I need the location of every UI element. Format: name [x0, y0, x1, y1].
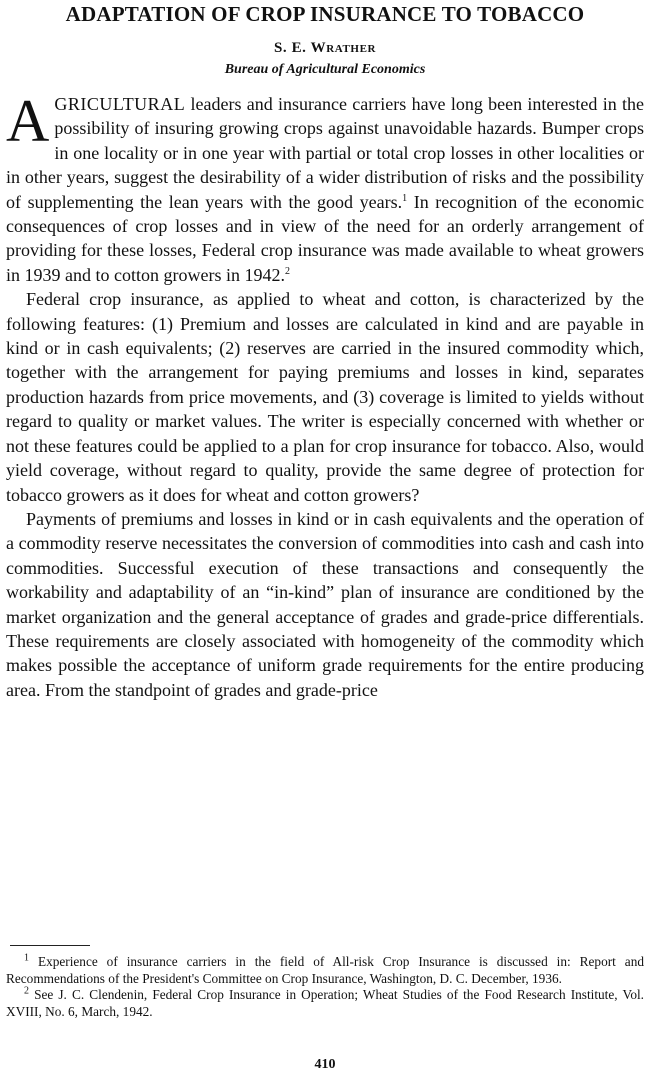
page-number: 410 [314, 1057, 336, 1072]
footnote-1 [6, 954, 644, 987]
article-body [6, 88, 644, 702]
author-name: S. E. Wrather [273, 40, 377, 56]
footnote-text-1: Experience of insurance carriers in the field of All-risk Crop Insurance is discussed in: Report and Recommendations of the President's Committee on Crop Insurance, Washington, D. C. December, 1936. [6, 954, 644, 986]
article-title: ADAPTATION OF CROP INSURANCE TO TOBACCO [65, 2, 585, 26]
footnote-text-2: See J. C. Clendenin, Federal Crop Insurance in Operation; Wheat Studies of the Food Research Institute, Vol. XVIII, No. 6, March, 1942. [6, 987, 644, 1019]
paragraph-1 [6, 88, 644, 287]
paragraph-3: Payments of premiums and losses in kind or in cash equivalents and the operation of a commodity reserve necessitates the conversion of commodities into cash and cash into commodities. Successful execution of these transactions and consequently the workability and adaptability of an “in-kind” plan of insurance are conditioned by the market organization and the general acceptance of grades and grade-price differentials. These requirements are closely associated with homogeneity of the commodity which makes possible the acceptance of uniform grade requirements for the entire producing area. From the standpoint of grades and grade-price [6, 508, 644, 700]
footnote-divider [10, 945, 90, 946]
paragraph-2: Federal crop insurance, as applied to wheat and cotton, is characterized by the following features: (1) Premium and losses are calculated in kind and are payable in kind or in cash equivalents; (2) reserves are carried in the insured commodity which, together with the arrangement for paying premiums and losses in kind, separates production hazards from price movements, and (3) coverage is limited to yields without regard to quality or market values. The writer is especially concerned with whether or not these features could be applied to a plan for crop insurance for tobacco. Also, would yield coverage, without regard to quality, provide the same degree of protection for tobacco growers as it does for wheat and cotton growers? [6, 289, 644, 505]
paragraph-1-text-a: leaders and insurance carriers have long been interested in the possibility of insuring growing crops against unavoidable hazards. Bumper crops in one locality or in one year with partial or total crop losses in other localities or in other years, suggest the desirability of a wider distribution of risks and the possibility of supplementing the lean years with the good years. [6, 94, 644, 212]
drop-cap: A [6, 88, 50, 154]
author-affiliation: Bureau of Agricultural Economics [224, 62, 426, 77]
footnote-mark-1: 1 [24, 952, 29, 964]
footnotes [6, 954, 644, 1020]
footnote-2 [6, 987, 644, 1020]
paragraph-1-text-b: In recognition of the economic consequences of crop losses and in view of the need for an orderly arrangement of providing for these losses, Federal crop insurance was made available to wheat growers in 1939 and to cotton growers in 1942. [6, 191, 644, 285]
lead-word: GRICULTURAL [54, 94, 186, 114]
footnote-mark-2: 2 [24, 985, 29, 997]
footnote-ref-2: 2 [284, 265, 290, 277]
footnote-ref-1: 1 [402, 192, 408, 204]
